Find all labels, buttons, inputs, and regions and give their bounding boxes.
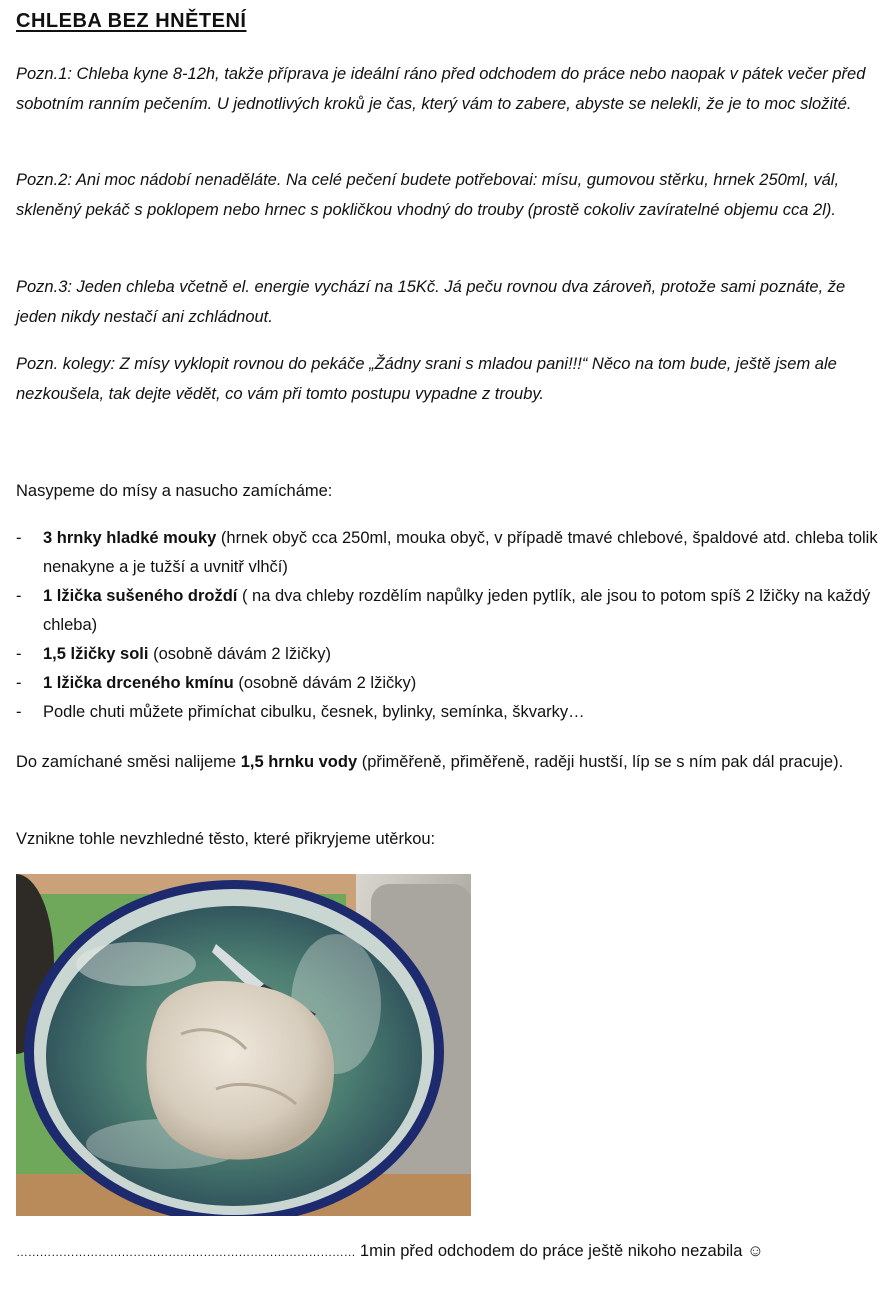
water-amount: 1,5 hrnku vody [240,753,358,771]
dotted-leader: …………………………………………………………………………… [16,1245,356,1259]
ingredient-note: Podle chuti můžete přimíchat cibulku, česnek, bylinky, semínka, škvarky… [43,703,585,721]
footer-line [16,1237,878,1267]
list-item [16,524,878,582]
dough-photo [16,874,471,1216]
dough-bowl-illustration [16,874,471,1216]
intro-text: Nasypeme do mísy a nasucho zamícháme: [16,482,333,500]
page-title: CHLEBA BEZ HNĚTENÍ [16,10,247,32]
note-3: Pozn.3: Jeden chleba včetně el. energie vychází na 15Kč. Já peču rovnou dva zároveň, protože sami poznáte, že jeden nikdy nestačí ani zchládnout. [16,278,846,326]
water-instruction [16,748,878,777]
list-item [16,640,878,669]
ingredient-note: ( na dva chleby rozdělím napůlky jeden pytlík, ale jsou to potom spíš 2 lžičky na každý chleba) [43,587,871,634]
note-1: Pozn.1: Chleba kyne 8-12h, takže příprava je ideální ráno před odchodem do práce nebo naopak v pátek večer před sobotním ranním pečením. U jednotlivých kroků je čas, který vám to zabere, abyste se nelekli, že je to moc složité. [16,65,866,113]
list-item [16,582,878,640]
list-item [16,669,878,698]
smiley-icon: ☺ [746,1242,764,1260]
ingredient-note: (osobně dávám 2 lžičky) [233,674,417,692]
ingredient-name: 1 lžička sušeného droždí [43,587,238,605]
ingredient-name: 1 lžička drceného kmínu [43,674,234,692]
ingredient-note: (osobně dávám 2 lžičky) [148,645,331,663]
dough-caption: Vznikne tohle nevzhledné těsto, které přikryjeme utěrkou: [16,830,436,848]
ingredient-name: 3 hrnky hladké mouky [43,529,217,547]
water-text-after: (přiměřeně, přiměřeně, raději hustší, líp se s ním pak dál pracuje). [357,753,844,771]
water-text-before: Do zamíchané směsi nalijeme [16,753,241,771]
ingredient-name: 1,5 lžičky soli [43,645,149,663]
ingredient-list [16,524,878,727]
footer-text: 1min před odchodem do práce ještě nikoho nezabila [355,1242,747,1260]
list-item [16,698,878,727]
note-colleague: Pozn. kolegy: Z mísy vyklopit rovnou do pekáče „Žádny srani s mladou pani!!!“ Něco na tom bude, ještě jsem ale nezkoušela, tak dejte vědět, co vám při tomto postupu vypadne z trouby. [16,355,837,403]
note-2: Pozn.2: Ani moc nádobí nenaděláte. Na celé pečení budete potřebovai: mísu, gumovou stěrku, hrnek 250ml, vál, skleněný pekáč s poklopem nebo hrnec s pokličkou vhodný do trouby (prostě cokoliv zavíratelné objemu cca 2l). [16,171,840,219]
ingredient-note: (hrnek obyč cca 250ml, mouka obyč, v případě tmavé chlebové, špaldové atd. chleba tolik nenakyne a je tužší a uvnitř vlhčí) [43,529,878,576]
